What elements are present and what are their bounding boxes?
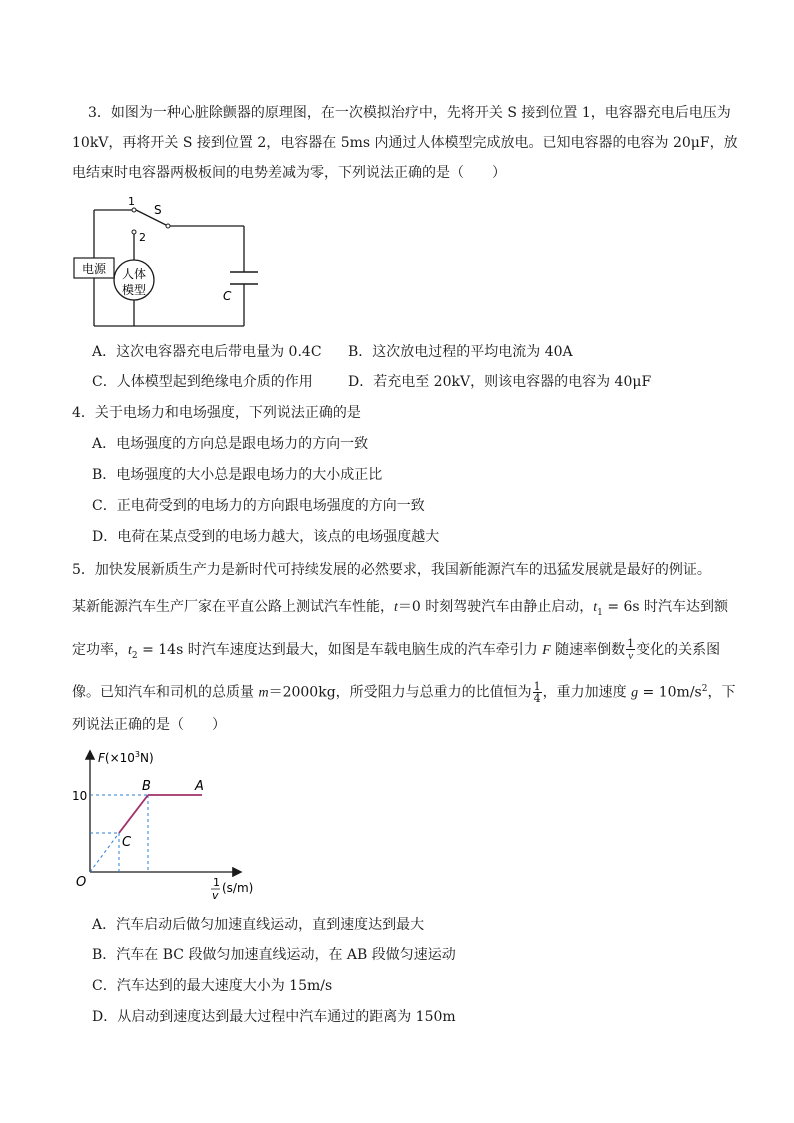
- q5-stem-line-3: 定功率，$t_2 = 14s$ 时汽车速度达到最大，如图是车载电脑生成的汽车牵引力 F 随速率倒数 $\frac{1}{v}$ 变化的关系图: [72, 637, 721, 662]
- q3-stem-line-2: 10kV，再将开关 S 接到位置 2，电容器在 5ms 内通过人体模型完成放电。已知电容器的电容为 20μF，放: [72, 135, 738, 151]
- x-axis-frac-num: 1: [213, 876, 220, 889]
- q4-option-c[interactable]: C．正电荷受到的电场力的方向跟电场强度的方向一致: [92, 498, 425, 514]
- dash-origin-to-c: [90, 833, 119, 872]
- origin-label: O: [76, 875, 87, 890]
- y-tick-10: 10: [72, 789, 88, 803]
- q3-circuit-diagram: [70, 196, 280, 331]
- q3-option-a[interactable]: A．这次电容器充电后带电量为 0.4C: [92, 344, 322, 360]
- switch-label: S: [154, 203, 162, 217]
- q4-option-a[interactable]: A．电场强度的方向总是跟电场力的方向一致: [92, 436, 369, 452]
- switch-pos-1-label: 1: [128, 196, 135, 208]
- q4-option-d[interactable]: D．电荷在某点受到的电场力越大，该点的电场强度越大: [92, 529, 440, 545]
- x-axis-frac-den: v: [212, 889, 219, 900]
- body-model-label-2: 模型: [121, 283, 147, 297]
- point-a-label: A: [195, 779, 204, 794]
- q5-option-d[interactable]: D．从启动到速度达到最大过程中汽车通过的距离为 150m: [92, 1009, 456, 1025]
- capacitor-label: C: [223, 289, 232, 303]
- q3-stem-line-3: 电结束时电容器两极板间的电势差减为零，下列说法正确的是（ ）: [72, 165, 506, 181]
- power-source-label: 电源: [81, 262, 107, 276]
- q4-option-b[interactable]: B．电场强度的大小总是跟电场力的大小成正比: [92, 467, 383, 483]
- fraction-1-over-v: $\frac{1}{v}$: [627, 637, 635, 662]
- fraction-1-over-4: $\frac{1}{4}$: [533, 680, 541, 706]
- switch-pos-2-label: 2: [139, 231, 146, 244]
- q5-stem-line-1: 5．加快发展新质生产力是新时代可持续发展的必然要求，我国新能源汽车的迅猛发展就是最好的例证。: [72, 562, 711, 578]
- q5-stem-line-4: 像。已知汽车和司机的总质量 m＝2000kg，所受阻力与总重力的比值恒为 $\frac{1}{4}$ ，重力加速度 $g = 10m/s^2$，下: [72, 680, 736, 706]
- q3-option-c[interactable]: C．人体模型起到绝缘电介质的作用: [92, 374, 313, 390]
- q5-option-b[interactable]: B．汽车在 BC 段做匀加速直线运动，在 AB 段做匀速运动: [92, 947, 456, 963]
- body-model-label-1: 人体: [121, 267, 147, 281]
- q5-option-c[interactable]: C．汽车达到的最大速度大小为 15m/s: [92, 978, 333, 994]
- q3-stem-line-1: 3．如图为一种心脏除颤器的原理图，在一次模拟治疗中，先将开关 S 接到位置 1，电容器充电后电压为: [88, 105, 731, 121]
- q5-option-a[interactable]: A．汽车启动后做匀加速直线运动，直到速度达到最大: [92, 917, 425, 933]
- q5-force-graph: [70, 742, 270, 900]
- q3-option-b[interactable]: B．这次放电过程的平均电流为 40A: [348, 344, 573, 360]
- q5-stem-line-5: 列说法正确的是（ ）: [72, 717, 226, 733]
- point-b-label: B: [142, 779, 151, 794]
- y-axis-label: $F(\times 10^3N)$: [98, 750, 154, 765]
- q5-stem-line-2: 某新能源汽车生产厂家在平直公路上测试汽车性能，t＝0 时刻驾驶汽车由静止启动，$t_1 = 6s$ 时汽车达到额: [72, 599, 729, 618]
- segment-bc: [119, 795, 148, 833]
- x-axis-unit: (s/m): [222, 881, 254, 895]
- point-c-label: C: [122, 835, 132, 850]
- q3-option-d[interactable]: D．若充电至 20kV，则该电容器的电容为 40μF: [348, 374, 652, 390]
- q4-stem: 4．关于电场力和电场强度，下列说法正确的是: [72, 405, 361, 421]
